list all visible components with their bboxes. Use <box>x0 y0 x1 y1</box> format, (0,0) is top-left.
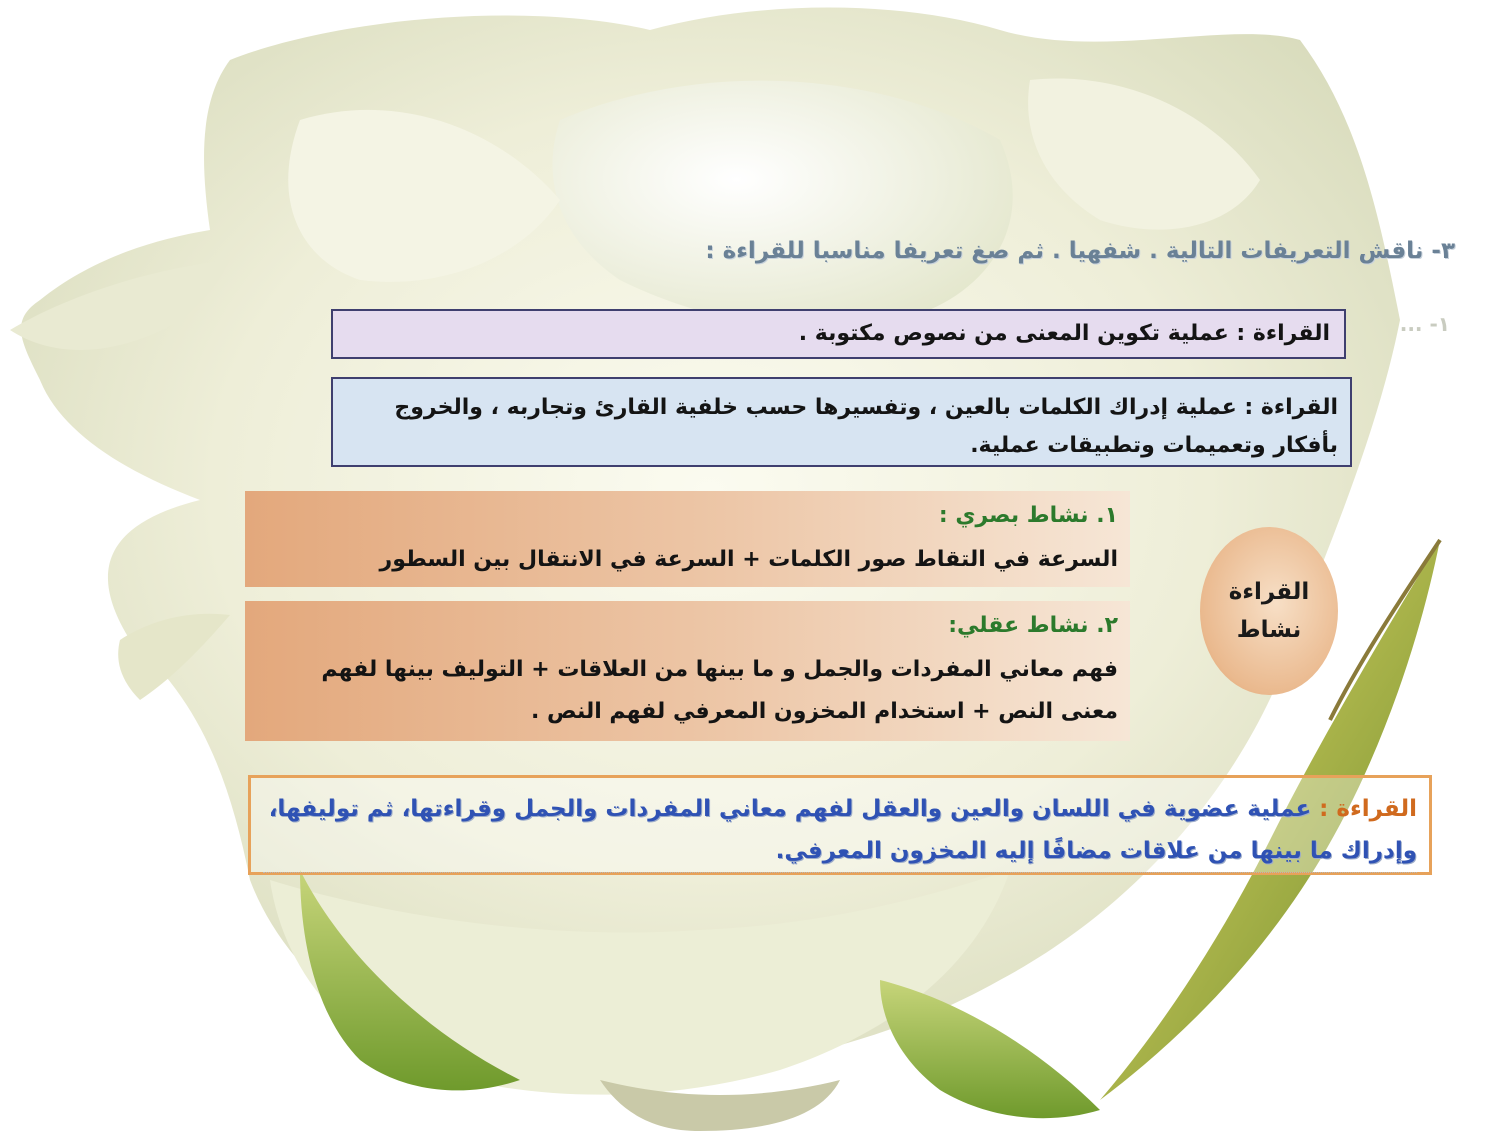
definition-box-1 <box>331 309 1346 359</box>
reading-activity-circle <box>1200 527 1338 695</box>
mental-activity-box <box>245 601 1130 741</box>
definition-2-text: القراءة : عملية إدراك الكلمات بالعين ، وتفسيرها حسب خلفية القارئ وتجاربه ، والخروج بأفكار وتعميمات وتطبيقات عملية. <box>394 395 1338 458</box>
faded-text: ١- ... <box>1399 312 1450 336</box>
final-definition-line <box>263 788 1417 873</box>
visual-activity-title: ١. نشاط بصري : <box>938 503 1118 528</box>
final-definition-label: القراءة : <box>1311 796 1417 822</box>
visual-activity-box <box>245 491 1130 587</box>
final-definition-box <box>248 775 1432 875</box>
definition-1-text: القراءة : عملية تكوين المعنى من نصوص مكتوبة . <box>798 321 1330 346</box>
circle-line-2: نشاط <box>1236 617 1302 643</box>
definition-box-2 <box>331 377 1352 467</box>
mental-activity-body: فهم معاني المفردات والجمل و ما بينها من العلاقات + التوليف بينها لفهم معنى النص + استخدام المخزون المعرفي لفهم النص . <box>321 657 1118 724</box>
mental-activity-title: ٢. نشاط عقلي: <box>948 613 1118 638</box>
circle-line-1: القراءة <box>1228 579 1310 605</box>
exercise-heading: ٣- ناقش التعريفات التالية . شفهيا . ثم صغ تعريفا مناسبا للقراءة : <box>705 238 1455 264</box>
final-definition-text: عملية عضوية في اللسان والعين والعقل لفهم معاني المفردات والجمل وقراءتها، ثم توليفها، وإدراك ما بينها من علاقات مضافًا إليه المخزون المعرفي. <box>268 796 1417 864</box>
visual-activity-body: السرعة في التقاط صور الكلمات + السرعة في الانتقال بين السطور <box>379 547 1118 572</box>
